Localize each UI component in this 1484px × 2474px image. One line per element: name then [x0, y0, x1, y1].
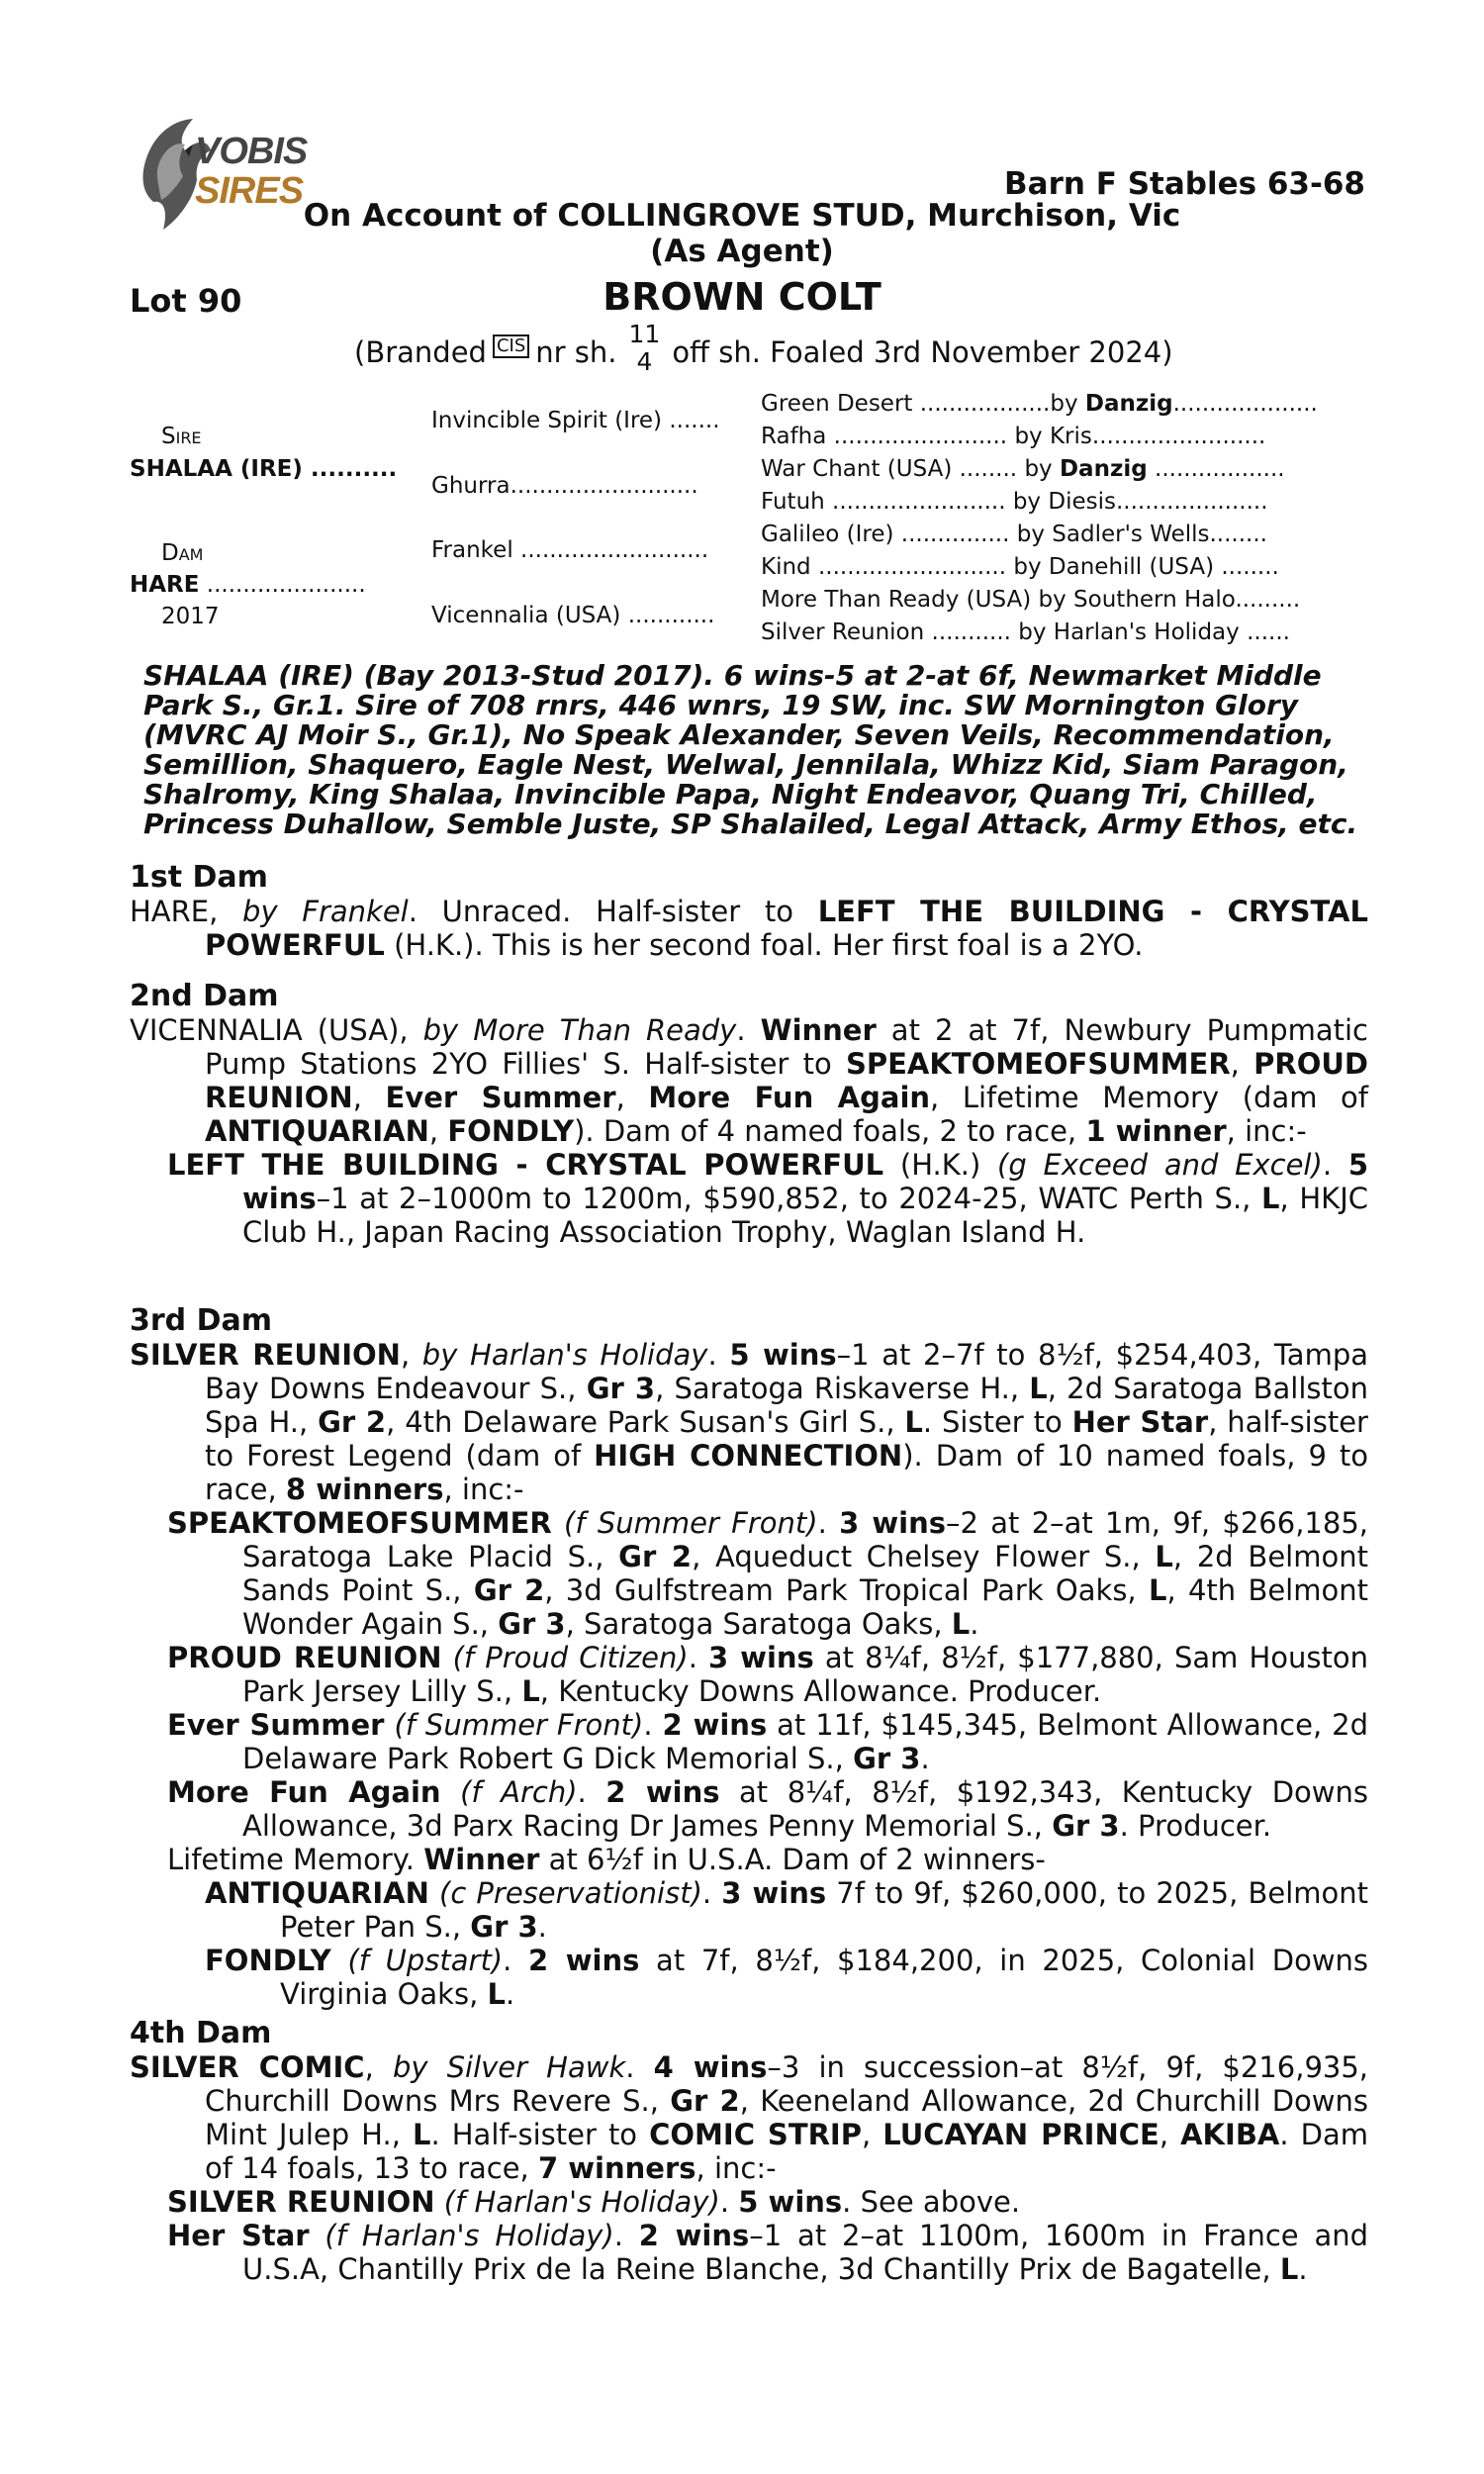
dam-foal-year: 2017	[161, 604, 220, 629]
first-dam-text: HARE, by Frankel. Unraced. Half-sister to LEFT THE BUILDING - CRYSTAL POWERFUL (H.K.). This is her second foal. Her first foal is a 2YO.	[130, 895, 1368, 962]
fourth-dam-text: SILVER COMIC, by Silver Hawk. 4 wins–3 in succession–at 8½f, 9f, $216,935, Churchill Downs Mrs Revere S., Gr 2, Keeneland Allowance, 2d Churchill Downs Mint Julep H., L. Half-sister to COMIC STRIP, LUCAYAN PRINCE, AKIBA. Dam of 14 foals, 13 to race, 7 winners, inc:-	[130, 2050, 1369, 2185]
progeny-proud-reunion: PROUD REUNION (f Proud Citizen). 3 wins at 8¼f, 8½f, $177,880, Sam Houston Park Jersey Lilly S., L, Kentucky Downs Allowance. Producer.	[167, 1641, 1368, 1708]
gen3-row-8: Silver Reunion ........... by Harlan's Holiday ......	[761, 619, 1290, 645]
grandprogeny-fondly: FONDLY (f Upstart). 2 wins at 7f, 8½f, $184,200, in 2025, Colonial Downs Virginia Oaks, L.	[205, 1944, 1369, 2011]
progeny-speaktomeofsummer: SPEAKTOMEOFSUMMER (f Summer Front). 3 wins–2 at 2–at 1m, 9f, $266,185, Saratoga Lake Placid S., Gr 2, Aqueduct Chelsey Flower S., L, 2d Belmont Sands Point S., Gr 2, 3d Gulfstream Park Tropical Park Oaks, L, 4th Belmont Wonder Again S., Gr 3, Saratoga Saratoga Oaks, L.	[167, 1506, 1369, 1641]
second-dam-heading: 2nd Dam	[130, 979, 279, 1013]
progeny-silver-reunion: SILVER REUNION (f Harlan's Holiday). 5 wins. See above.	[167, 2185, 1021, 2219]
brand-foaled-line: (Branded CIS nr sh. 11 4 off sh. Foaled 3rd November 2024)	[354, 320, 1173, 376]
brand-fraction: 11 4	[628, 320, 661, 376]
lot-number: Lot 90	[130, 282, 242, 320]
barn-location: Barn F Stables 63-68	[1004, 166, 1365, 202]
progeny-ever-summer: Ever Summer (f Summer Front). 2 wins at 11f, $145,345, Belmont Allowance, 2d Delaware Park Robert G Dick Memorial S., Gr 3.	[167, 1708, 1368, 1775]
second-dam-section	[130, 980, 1368, 1249]
fourth-dam-section	[130, 2017, 1368, 2286]
third-dam-section	[130, 1304, 1368, 2011]
gen2-dam-dam: Vicennalia (USA) ............	[431, 603, 715, 628]
gen2-sire-sire: Invincible Spirit (Ire) .......	[431, 408, 720, 433]
second-dam-text: VICENNALIA (USA), by More Than Ready. Winner at 2 at 7f, Newbury Pumpmatic Pump Stations 2YO Fillies' S. Half-sister to SPEAKTOMEOFSUMMER, PROUD REUNION, Ever Summer, More Fun Again, Lifetime Memory (dam of ANTIQUARIAN, FONDLY). Dam of 4 named foals, 2 to race, 1 winner, inc:-	[130, 1013, 1368, 1148]
gen3-row-5: Galileo (Ire) ............... by Sadler's Wells........	[761, 522, 1267, 547]
grandprogeny-antiquarian: ANTIQUARIAN (c Preservationist). 3 wins 7f to 9f, $260,000, to 2025, Belmont Peter Pan S., Gr 3.	[205, 1876, 1369, 1944]
horse-title: BROWN COLT	[603, 275, 881, 319]
gen3-row-7: More Than Ready (USA) by Southern Halo.........	[761, 587, 1301, 613]
third-dam-text: SILVER REUNION, by Harlan's Holiday. 5 wins–1 at 2–7f to 8½f, $254,403, Tampa Bay Downs Endeavour S., Gr 3, Saratoga Riskaverse H., L, 2d Saratoga Ballston Spa H., Gr 2, 4th Delaware Park Susan's Girl S., L. Sister to Her Star, half-sister to Forest Legend (dam of HIGH CONNECTION). Dam of 10 named foals, 9 to race, 8 winners, inc:-	[130, 1338, 1368, 1506]
sire-label: Sire	[161, 424, 202, 449]
brand-mark: CIS	[493, 334, 529, 358]
progeny-more-fun-again: More Fun Again (f Arch). 2 wins at 8¼f, 8½f, $192,343, Kentucky Downs Allowance, 3d Parx Racing Dr James Penny Memorial S., Gr 3. Producer.	[167, 1775, 1369, 1843]
gen3-row-6: Kind .......................... by Danehill (USA) ........	[761, 554, 1279, 580]
dam-label: Dam	[161, 540, 204, 566]
progeny-lifetime-memory: Lifetime Memory. Winner at 6½f in U.S.A. Dam of 2 winners-	[167, 1843, 1046, 1876]
gen3-row-3: War Chant (USA) ........ by Danzig ..................	[761, 456, 1285, 482]
gen3-row-4: Futuh ........................ by Diesis.....................	[761, 489, 1268, 515]
dam-name: HARE ......................	[130, 572, 366, 598]
second-dam-progeny: LEFT THE BUILDING - CRYSTAL POWERFUL (H.K.) (g Exceed and Excel). 5 wins–1 at 2–1000m to 1200m, $590,852, to 2024-25, WATC Perth S., L, HKJC Club H., Japan Racing Association Trophy, Waglan Island H.	[167, 1148, 1369, 1249]
sire-name: SHALAA (IRE) ..........	[130, 456, 398, 482]
fourth-dam-heading: 4th Dam	[130, 2016, 272, 2050]
progeny-her-star: Her Star (f Harlan's Holiday). 2 wins–1 at 2–at 1100m, 1600m in France and U.S.A, Chantilly Prix de la Reine Blanche, 3d Chantilly Prix de Bagatelle, L.	[167, 2219, 1369, 2286]
gen3-row-2: Rafha ........................ by Kris........................	[761, 424, 1266, 449]
gen2-dam-sire: Frankel ..........................	[431, 537, 709, 563]
gen3-row-1: Green Desert ..................by Danzig....................	[761, 391, 1318, 417]
third-dam-heading: 3rd Dam	[130, 1303, 272, 1338]
logo-word-vobis: VOBIS	[195, 131, 308, 172]
vendor-account: On Account of COLLINGROVE STUD, Murchison, Vic	[303, 198, 1181, 234]
sire-summary: SHALAA (IRE) (Bay 2013-Stud 2017). 6 wins-5 at 2-at 6f, Newmarket Middle Park S., Gr.1. Sire of 708 rnrs, 446 wnrs, 19 SW, inc. SW Mornington Glory (MVRC AJ Moir S., Gr.1), No Speak Alexander, Seven Veils, Recommendation, Semillion, Shaquero, Eagle Nest, Welwal, Jennilala, Whizz Kid, Siam Paragon, Shalromy, King Shalaa, Invincible Papa, Night Endeavor, Quang Tri, Chilled, Princess Duhallow, Semble Juste, SP Shalailed, Legal Attack, Army Ethos, etc.	[143, 659, 1358, 840]
first-dam-heading: 1st Dam	[130, 860, 268, 895]
logo-word-sires: SIRES	[195, 170, 304, 212]
gen2-sire-dam: Ghurra..........................	[431, 473, 698, 499]
first-dam-section	[130, 861, 1368, 962]
agent-note: (As Agent)	[650, 234, 834, 269]
